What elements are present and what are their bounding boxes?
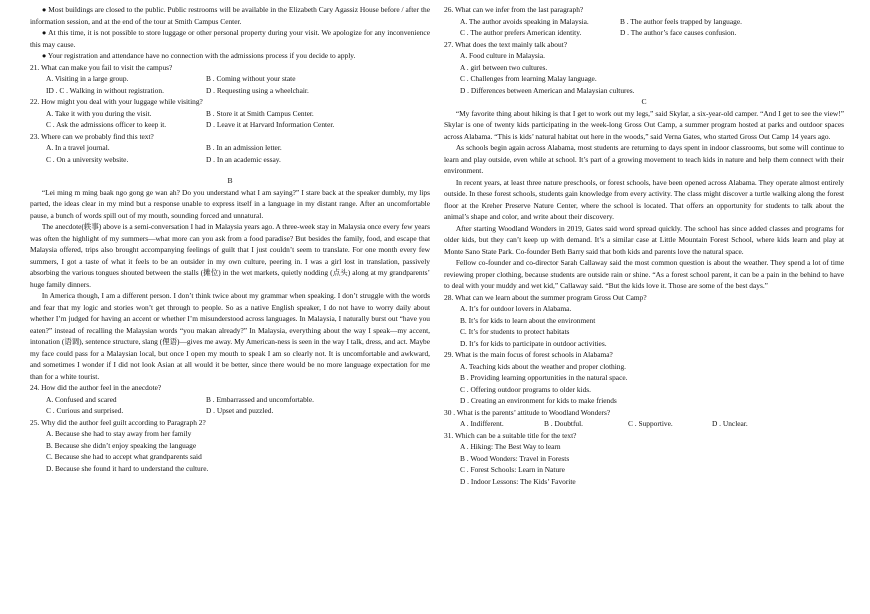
option-25-a: A. Because she had to stay away from her family bbox=[46, 429, 192, 438]
option-21-a: A. Visiting in a large group. bbox=[46, 74, 129, 83]
option-22-c: C . Ask the admissions officer to keep it. bbox=[46, 120, 167, 129]
option-31-d: D . Indoor Lessons: The Kids’ Favorite bbox=[460, 476, 576, 486]
option-28-d: D. It’s for kids to participate in outdoor activities. bbox=[460, 338, 607, 348]
option-30-a: A . Indifferent. bbox=[460, 419, 504, 428]
option-25-d: D. Because she found it hard to understand the culture. bbox=[46, 463, 209, 473]
option-31-b: B . Wood Wonders: Travel in Forests bbox=[460, 453, 570, 463]
passage-c-paragraph-5: Fellow co-founder and co-director Sarah Callaway said the most common question is about the weather. They spend a lot of time reviewing proper clothing, because students are outside rain or shine. “As a forest school parent, it can be a pain in the behind to have to deal with your muddy and wet kid,” Callaway said. “But the kids love it. Those are some of the best days.” bbox=[444, 258, 844, 290]
question-23: 23. Where can we probably find this text? bbox=[30, 131, 154, 141]
question-26: 26. What can we infer from the last paragraph? bbox=[444, 5, 584, 14]
question-21: 21. What can make you fail to visit the campus? bbox=[30, 62, 173, 72]
question-30: 30 . What is the parents’ attitude to Woodland Wonders? bbox=[444, 407, 611, 417]
passage-b-paragraph-2: The anecdote(轶事) above is a semi-conversation I had in Malaysia years ago. A three-week stay in Malaysia once every few years was often the highlight of my summers—what more can you ask from a food paradise? But besides the family, food, and escape that Malaysia offered, trips also brought accompanying feelings of guilt that I just couldn’t seem to translate. For one month every few summers, I got a taste of what it feels to be an outsider in my own culture, peering in. I was a girl lost in translation, passively absorbing the various tongues shouted between the stalls (摊位) in the wet markets, quietly nodding (点头) along at my grandparents’ huge family dinners. bbox=[30, 222, 430, 289]
question-25: 25. Why did the author feel guilt according to Paragraph 2? bbox=[30, 417, 206, 427]
option-23-c: C . On a university website. bbox=[46, 154, 129, 164]
option-30-b: B . Doubtful. bbox=[544, 419, 584, 428]
passage-c-paragraph-3: In recent years, at least three nature preschools, or forest schools, have been opened across Alabama. They operate almost entirely outside. In these forest schools, students gain knowledge from every activity. The class might discover a turtle walking along the forest floor at the Kreher Preserve Nature Center, where the school is located. That offers an opportunity for students to talk about the animal’s shape and color, and write about their discovery. bbox=[444, 177, 844, 221]
option-24-c: C . Curious and surprised. bbox=[46, 406, 124, 415]
option-30-c: C . Supportive. bbox=[628, 419, 673, 428]
passage-c-paragraph-2: As schools begin again across Alabama, most students are returning to days spent in indoor classrooms, but some will continue to learn and play outside, even while at school. It’s part of a growing movement to teach kids in nature and help them connect with their environment. bbox=[444, 143, 844, 175]
question-28: 28. What can we learn about the summer program Gross Out Camp? bbox=[444, 292, 647, 302]
options-24 bbox=[46, 394, 430, 417]
option-27-d: D . Differences between American and Malaysian cultures. bbox=[460, 85, 635, 95]
option-21-d: D . Requesting using a wheelchair. bbox=[206, 85, 309, 95]
option-29-d: D . Creating an environment for kids to make friends bbox=[460, 396, 617, 405]
option-29-c: C . Offering outdoor programs to older kids. bbox=[460, 384, 592, 394]
option-21-c: ID . C . Walking in without registration. bbox=[46, 85, 164, 95]
option-27-a: A. Food culture in Malaysia. bbox=[460, 51, 545, 60]
option-26-a: A. The author avoids speaking in Malaysia. bbox=[460, 16, 589, 26]
option-27-c: C . Challenges from learning Malay language. bbox=[460, 74, 597, 83]
option-29-a: A. Teaching kids about the weather and proper clothing. bbox=[460, 361, 626, 371]
option-29-b: B . Providing learning opportunities in the natural space. bbox=[460, 373, 628, 382]
option-23-a: A. In a travel journal. bbox=[46, 143, 110, 152]
left-column bbox=[30, 4, 430, 474]
option-22-d: D . Leave it at Harvard Information Center. bbox=[206, 120, 335, 129]
options-23 bbox=[46, 142, 430, 165]
option-26-b: B . The author feels trapped by language. bbox=[620, 16, 742, 26]
option-27-b: A . girl between two cultures. bbox=[460, 62, 548, 72]
option-25-b: B. Because she didn’t enjoy speaking the language bbox=[46, 440, 197, 450]
notice-restrooms: ● Most buildings are closed to the public. Public restrooms will be available in the Elizabeth Cary Agassiz House before / after the information session, and at the end of the tour at Smith Campus Center. bbox=[30, 5, 430, 26]
passage-b-paragraph-1: “Lei ming m ming baak ngo gong ge wan ah? Do you understand what I am saying?” I stare back at the speaker dumbly, my lips parted, the ideas clear in my mind but a response unable to express itself in a language in my distant range. After an uncomfortable pause, a bunch of words spill out of my mouth, sounding forced and unnatural. bbox=[30, 187, 430, 220]
option-21-b: B . Coming without your state bbox=[206, 74, 296, 83]
option-26-c: C . The author prefers American identity. bbox=[460, 28, 582, 37]
section-c-heading: C bbox=[641, 97, 647, 106]
passage-c-paragraph-4: After starting Woodland Wonders in 2019, Gates said word spread quickly. The school has since added classes and programs for older kids, but they can’t keep up with demand. It’s a similar case at Little Mountain Forest School, where kids learn and play at Monte Sano State Park. Co-founder Beth Barry said that both kids and parents love the natural space. bbox=[444, 223, 844, 256]
option-23-b: B . In an admission letter. bbox=[206, 143, 282, 152]
question-31: 31. Which can be a suitable title for the text? bbox=[444, 430, 577, 440]
option-23-d: D . In an academic essay. bbox=[206, 154, 281, 164]
question-24: 24. How did the author feel in the anecdote? bbox=[30, 383, 162, 392]
option-28-c: C. It’s for students to protect habitats bbox=[460, 327, 570, 336]
option-28-b: B. It’s for kids to learn about the environment bbox=[460, 315, 596, 325]
notice-registration: ● Your registration and attendance have no connection with the admissions process if you decide to apply. bbox=[41, 51, 356, 60]
option-31-a: A . Hiking: The Best Way to learn bbox=[460, 442, 561, 451]
question-29: 29. What is the main focus of forest schools in Alabama? bbox=[444, 350, 613, 359]
right-column bbox=[444, 4, 844, 487]
question-27: 27. What does the text mainly talk about? bbox=[444, 39, 568, 49]
option-31-c: C . Forest Schools: Learn in Nature bbox=[460, 465, 565, 474]
option-25-c: C. Because she had to accept what grandparents said bbox=[46, 452, 202, 461]
option-24-d: D . Upset and puzzled. bbox=[206, 406, 274, 415]
question-22: 22. How might you deal with your luggage while visiting? bbox=[30, 97, 203, 106]
passage-b-paragraph-3: In America though, I am a different person. I don’t think twice about my grammar when speaking. I don’t struggle with the words and fear that my logic and stories won’t get through to people. So as a native English speaker, I do not have to worry daily about whether I’m judged for having an accent or whether I’m misunderstood across languages. In Malaysia, I naturally burst out “have you eaten?” instead of recalling the Malaysian words “you makan already?” In Malaysia, everything about the way I speak—my accent, intonation (语调), sentence structure, slang (俚语)—gives me away. My American-ness is seen in the way I talk, dress, and act. Maybe my face could pass for a Malaysian local, but once I open my mouth to speak I am so clearly not. It is uncomfortable and awkward, and sometimes I wonder if I did not look Asian at all would it be better, since there would be no more language expectation for me than for a white tourist. bbox=[30, 291, 430, 381]
passage-c-paragraph-1: “My favorite thing about hiking is that I get to work out my legs,” said Skylar, a six-year-old camper. “And I get to see the view!” Skylar is one of twenty kids participating in the week-long Gross Out Camp, a summer program hosted at parks and outdoor spaces across Alabama. “This is kids’ natural habitat out here in the woods,” said Verna Gates, who started Gross Out Camp 14 years ago. bbox=[444, 108, 844, 141]
option-22-a: A. Take it with you during the visit. bbox=[46, 108, 152, 118]
option-28-a: A. It’s for outdoor lovers in Alabama. bbox=[460, 304, 572, 313]
option-24-b: B . Embarrassed and uncomfortable. bbox=[206, 394, 314, 404]
section-b-heading: B bbox=[227, 176, 233, 185]
options-26 bbox=[460, 16, 844, 39]
notice-luggage: ● At this time, it is not possible to store luggage or other personal property during your visit. We apologize for any inconvenience this may cause. bbox=[30, 28, 430, 49]
option-30-d: D . Unclear. bbox=[712, 419, 748, 428]
options-30 bbox=[460, 418, 844, 430]
option-22-b: B . Store it at Smith Campus Center. bbox=[206, 108, 314, 118]
options-21 bbox=[46, 73, 430, 96]
options-22 bbox=[46, 108, 430, 131]
option-26-d: D . The author’s face causes confusion. bbox=[620, 28, 737, 37]
option-24-a: A. Confused and scared bbox=[46, 394, 117, 404]
